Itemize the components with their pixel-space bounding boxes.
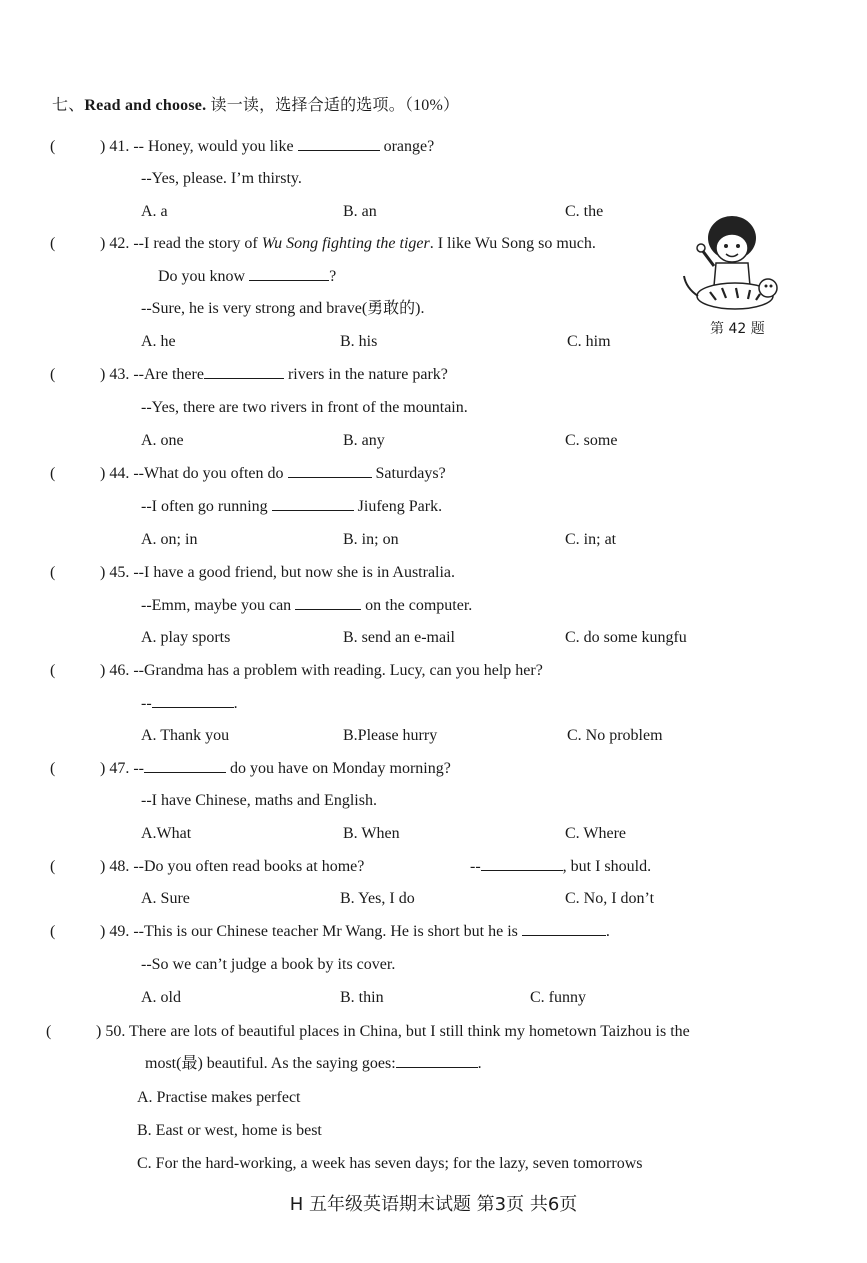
answer-blank [249,267,329,281]
question-44-line-1: ) 44. --What do you often do Saturdays? [100,465,446,482]
option-41-c[interactable]: C. the [565,203,604,220]
answer-blank [396,1054,478,1068]
page-footer: H 五年级英语期末试题 第3页 共6页 [289,1194,578,1215]
answer-blank [481,857,563,871]
question-42-line-1: ) 42. --I read the story of Wu Song fighting the tiger. I like Wu Song so much. [100,235,596,252]
option-44-a[interactable]: A. on; in [141,531,198,548]
option-43-a[interactable]: A. one [141,432,184,449]
section-number: 七、 [52,97,85,114]
answer-paren-47[interactable]: ( [50,760,56,777]
option-49-b[interactable]: B. thin [340,989,384,1006]
option-49-c[interactable]: C. funny [530,989,586,1006]
question-43-line-2: --Yes, there are two rivers in front of the mountain. [141,399,468,416]
option-47-a[interactable]: A.What [141,825,192,842]
answer-paren-45[interactable]: ( [50,564,56,581]
option-41-a[interactable]: A. a [141,203,168,220]
option-41-b[interactable]: B. an [343,203,377,220]
option-42-b[interactable]: B. his [340,333,378,350]
option-47-b[interactable]: B. When [343,825,400,842]
answer-blank [144,759,226,773]
answer-paren-42[interactable]: ( [50,235,56,252]
answer-blank [298,137,380,151]
answer-blank [288,464,372,478]
section-heading [52,92,459,115]
option-42-c[interactable]: C. him [567,333,611,350]
option-50-c[interactable]: C. For the hard-working, a week has seven days; for the lazy, seven tomorrows [137,1155,643,1172]
option-46-c[interactable]: C. No problem [567,727,663,744]
option-48-c[interactable]: C. No, I don’t [565,890,655,907]
question-42-line-3: --Sure, he is very strong and brave(勇敢的). [141,300,425,317]
question-48-line-2: -- , but I should. [470,858,652,875]
question-47-line-1: ) 47. -- do you have on Monday morning? [100,760,451,777]
question-49-line-2: --So we can’t judge a book by its cover. [141,956,396,973]
answer-blank [152,694,234,708]
answer-paren-48[interactable]: ( [50,858,56,875]
question-49-line-1: ) 49. --This is our Chinese teacher Mr Wang. He is short but he is . [100,923,610,940]
question-46-line-2: -- . [141,695,238,712]
answer-paren-50[interactable]: ( [46,1023,52,1040]
option-48-b[interactable]: B. Yes, I do [340,890,415,907]
question-43-line-1: ) 43. --Are there rivers in the nature park? [100,366,448,383]
answer-blank [204,365,284,379]
answer-blank [295,596,361,610]
option-43-b[interactable]: B. any [343,432,385,449]
question-46-line-1: ) 46. --Grandma has a problem with reading. Lucy, can you help her? [100,662,543,679]
question-42-line-2: Do you know ? [158,268,337,285]
option-46-a[interactable]: A. Thank you [141,727,230,744]
question-41-line-1: ) 41. -- Honey, would you like orange? [100,138,435,155]
option-46-b[interactable]: B.Please hurry [343,727,438,744]
option-45-c[interactable]: C. do some kungfu [565,629,687,646]
option-45-a[interactable]: A. play sports [141,629,231,646]
option-44-b[interactable]: B. in; on [343,531,399,548]
answer-paren-43[interactable]: ( [50,366,56,383]
section-title-en: Read and choose. [84,97,207,114]
option-43-c[interactable]: C. some [565,432,618,449]
question-41-line-2: --Yes, please. I’m thirsty. [141,170,302,187]
answer-paren-49[interactable]: ( [50,923,56,940]
answer-blank [272,497,354,511]
option-42-a[interactable]: A. he [141,333,176,350]
question-50-line-2: most(最) beautiful. As the saying goes: . [145,1055,482,1072]
question-45-line-1: ) 45. --I have a good friend, but now she is in Australia. [100,564,456,581]
answer-paren-41[interactable]: ( [50,138,56,155]
option-50-a[interactable]: A. Practise makes perfect [137,1089,301,1106]
illustration-caption: 第 42 题 [710,321,765,337]
section-title-cn: 读一读，选择合适的选项。（10%） [210,97,460,114]
answer-paren-44[interactable]: ( [50,465,56,482]
option-50-b[interactable]: B. East or west, home is best [137,1122,322,1139]
answer-blank [522,922,606,936]
question-50-line-1: ) 50. There are lots of beautiful places in China, but I still think my hometown Taizhou is the [96,1023,690,1040]
option-44-c[interactable]: C. in; at [565,531,617,548]
option-48-a[interactable]: A. Sure [141,890,190,907]
option-45-b[interactable]: B. send an e-mail [343,629,455,646]
option-49-a[interactable]: A. old [141,989,181,1006]
question-48-line-1: ) 48. --Do you often read books at home? [100,858,365,875]
option-47-c[interactable]: C. Where [565,825,627,842]
question-45-line-2: --Emm, maybe you can on the computer. [141,597,473,614]
answer-paren-46[interactable]: ( [50,662,56,679]
question-47-line-2: --I have Chinese, maths and English. [141,792,377,809]
question-44-line-2: --I often go running Jiufeng Park. [141,498,443,515]
boy-riding-tiger-illustration [680,208,780,313]
